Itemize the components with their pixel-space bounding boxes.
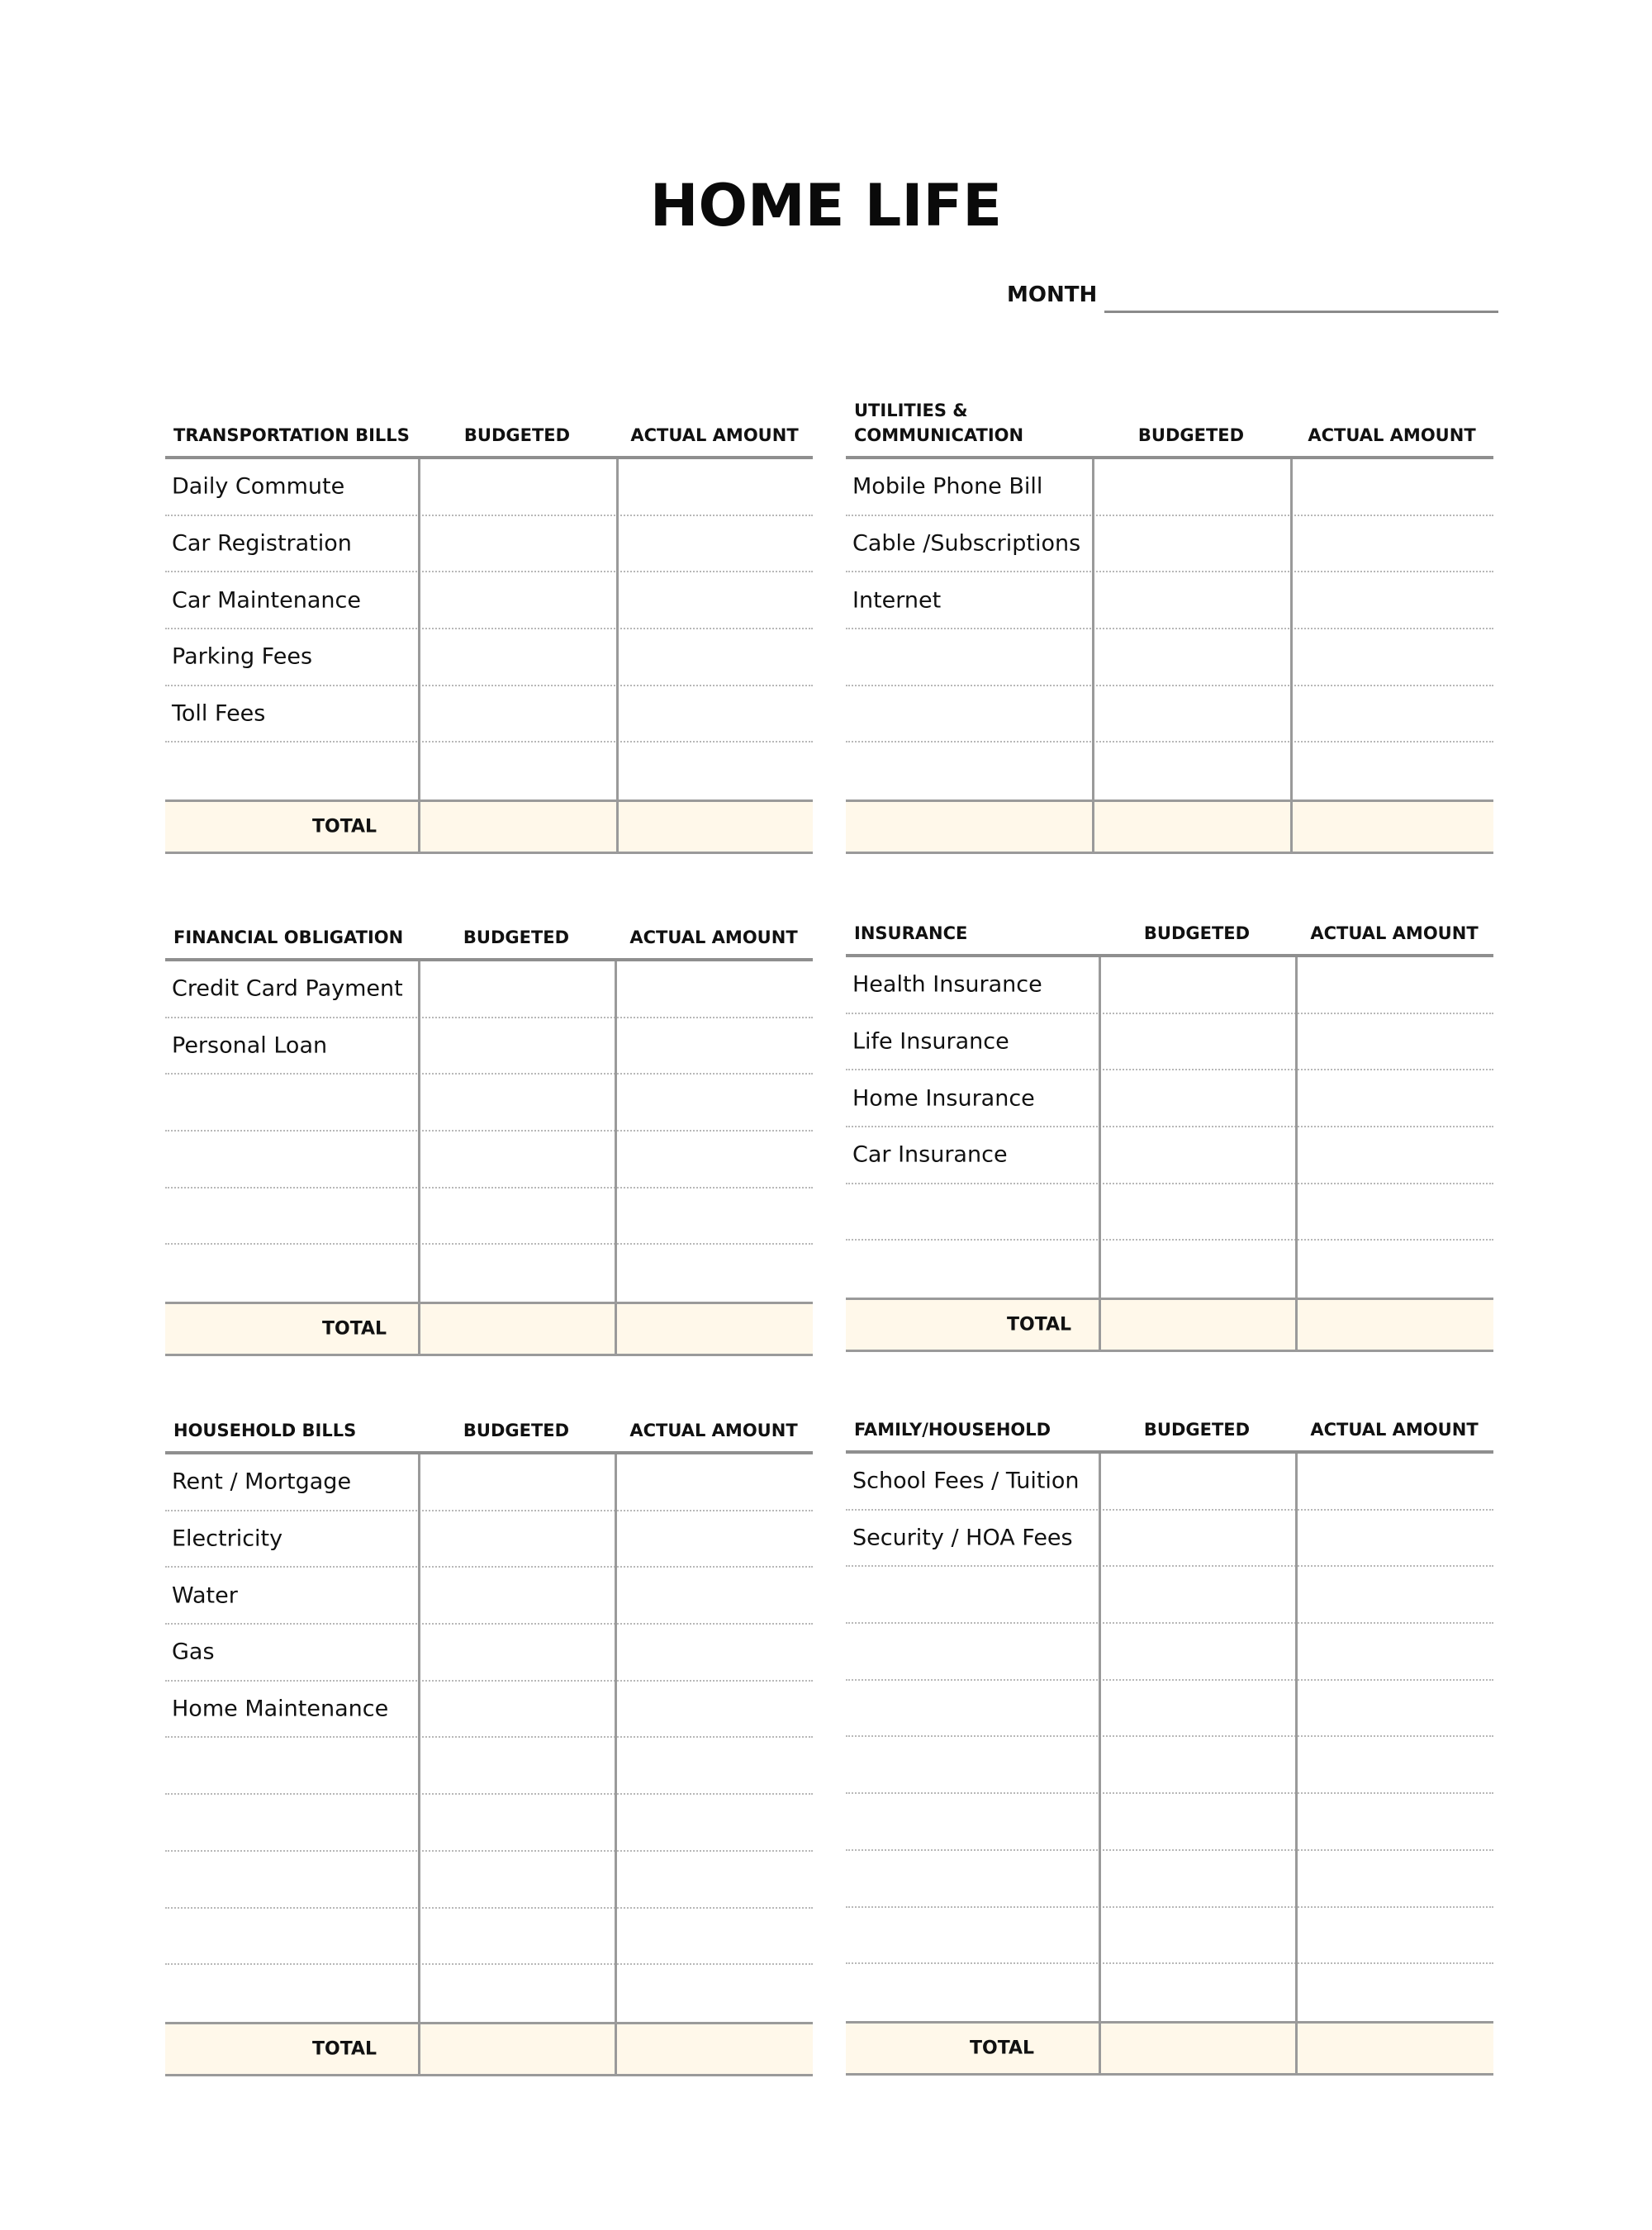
column-divider-budgeted (1099, 957, 1101, 1352)
actual-amount-cell[interactable] (615, 1739, 813, 1794)
table-row[interactable] (846, 1567, 1493, 1624)
actual-amount-cell[interactable] (1295, 1070, 1493, 1126)
budgeted-cell[interactable] (418, 572, 616, 628)
actual-amount-cell[interactable] (616, 686, 813, 742)
budgeted-cell[interactable] (418, 1568, 615, 1623)
budgeted-cell[interactable] (418, 1132, 615, 1187)
table-row[interactable] (846, 1014, 1493, 1071)
row-label-car-maintenance: Car Maintenance (172, 587, 361, 614)
budgeted-cell[interactable] (1092, 572, 1290, 628)
table-row[interactable] (846, 1070, 1493, 1127)
column-divider-actual (616, 459, 619, 854)
table-row[interactable] (846, 1738, 1493, 1795)
table-row[interactable] (165, 1245, 813, 1302)
actual-amount-cell[interactable] (1295, 1851, 1493, 1906)
table-row[interactable] (846, 1241, 1493, 1298)
total-budgeted-cell[interactable] (418, 1304, 615, 1354)
total-label: TOTAL (312, 816, 377, 837)
budgeted-cell[interactable] (418, 1852, 615, 1907)
table-row[interactable] (165, 1189, 813, 1245)
total-budgeted-cell[interactable] (418, 2024, 615, 2074)
table-row[interactable] (165, 1739, 813, 1796)
budgeted-cell[interactable] (418, 1018, 615, 1074)
actual-amount-cell[interactable] (1295, 1014, 1493, 1070)
budgeted-cell[interactable] (418, 1189, 615, 1244)
actual-amount-cell[interactable] (1295, 1964, 1493, 2021)
table-header-category: FAMILY/HOUSEHOLD (854, 1420, 1051, 1440)
budgeted-cell[interactable] (418, 1625, 615, 1680)
table-header-budgeted: BUDGETED (1143, 923, 1251, 943)
row-label-rent-mortgage: Rent / Mortgage (172, 1468, 352, 1495)
table-row[interactable] (165, 1625, 813, 1682)
budgeted-cell[interactable] (1099, 1964, 1295, 2021)
actual-amount-cell[interactable] (616, 629, 813, 685)
total-actual-amount-cell[interactable] (616, 802, 813, 852)
table-row[interactable] (165, 1132, 813, 1189)
table-row[interactable] (165, 572, 813, 629)
table-row[interactable] (846, 572, 1493, 629)
actual-amount-cell[interactable] (615, 1132, 813, 1187)
budgeted-cell[interactable] (418, 686, 616, 742)
column-divider-actual (1290, 459, 1293, 854)
total-actual-amount-cell[interactable] (1295, 1300, 1493, 1350)
actual-amount-cell[interactable] (615, 1852, 813, 1907)
actual-amount-cell[interactable] (1290, 743, 1493, 800)
column-divider-actual (1295, 1454, 1298, 2076)
actual-amount-cell[interactable] (615, 1682, 813, 1737)
row-label-personal-loan: Personal Loan (172, 1032, 328, 1059)
budget-table-insurance (846, 909, 1493, 1349)
table-row[interactable] (846, 629, 1493, 686)
total-label: TOTAL (322, 1318, 387, 1340)
table-row[interactable] (165, 516, 813, 573)
budgeted-cell[interactable] (1099, 1794, 1295, 1849)
row-label-home-maintenance: Home Maintenance (172, 1696, 389, 1722)
page-title: HOME LIFE (649, 172, 1003, 240)
budgeted-cell[interactable] (1092, 686, 1290, 742)
actual-amount-cell[interactable] (1295, 1624, 1493, 1679)
budgeted-cell[interactable] (1099, 1851, 1295, 1906)
budgeted-cell[interactable] (1099, 1184, 1295, 1240)
actual-amount-cell[interactable] (1295, 1184, 1493, 1240)
table-row[interactable] (846, 1127, 1493, 1184)
budgeted-cell[interactable] (1099, 1241, 1295, 1298)
actual-amount-cell[interactable] (1295, 1738, 1493, 1793)
total-actual-amount-cell[interactable] (615, 1304, 813, 1354)
actual-amount-cell[interactable] (616, 572, 813, 628)
table-header-actual-amount: ACTUAL AMOUNT (1308, 425, 1476, 445)
table-row[interactable] (165, 961, 813, 1018)
budgeted-cell[interactable] (418, 1245, 615, 1302)
table-row[interactable] (165, 686, 813, 743)
total-actual-amount-cell[interactable] (1290, 802, 1493, 852)
total-row (165, 799, 813, 854)
total-label: TOTAL (970, 2038, 1035, 2059)
budgeted-cell[interactable] (1099, 1127, 1295, 1183)
table-row[interactable] (846, 1511, 1493, 1568)
table-row[interactable] (846, 516, 1493, 573)
column-divider-budgeted (1092, 459, 1094, 854)
budgeted-cell[interactable] (418, 1075, 615, 1130)
actual-amount-cell[interactable] (615, 1018, 813, 1074)
row-label-daily-commute: Daily Commute (172, 473, 345, 500)
budgeted-cell[interactable] (1099, 1454, 1295, 1509)
budgeted-cell[interactable] (418, 961, 615, 1017)
actual-amount-cell[interactable] (615, 1189, 813, 1244)
row-label-cable-subscriptions: Cable /Subscriptions (852, 530, 1081, 557)
budgeted-cell[interactable] (418, 459, 616, 515)
actual-amount-cell[interactable] (1295, 1241, 1493, 1298)
budgeted-cell[interactable] (1099, 1511, 1295, 1566)
table-row[interactable] (165, 1682, 813, 1739)
total-row (165, 2022, 813, 2076)
row-label-home-insurance: Home Insurance (852, 1085, 1035, 1112)
row-label-school-fees-tuition: School Fees / Tuition (852, 1468, 1080, 1494)
row-label-water: Water (172, 1582, 238, 1609)
row-label-internet: Internet (852, 587, 942, 614)
total-row (165, 1302, 813, 1356)
column-divider-budgeted (418, 1454, 420, 2076)
actual-amount-cell[interactable] (616, 743, 813, 800)
table-row[interactable] (846, 1624, 1493, 1681)
row-label-security-hoa-fees: Security / HOA Fees (852, 1525, 1073, 1551)
actual-amount-cell[interactable] (1290, 686, 1493, 742)
actual-amount-cell[interactable] (1295, 1511, 1493, 1566)
total-actual-amount-cell[interactable] (1295, 2024, 1493, 2073)
table-row[interactable] (165, 1568, 813, 1625)
table-header-category: INSURANCE (854, 923, 968, 943)
column-divider-budgeted (418, 459, 420, 854)
actual-amount-cell[interactable] (1295, 957, 1493, 1013)
budgeted-cell[interactable] (1099, 1908, 1295, 1963)
actual-amount-cell[interactable] (615, 1909, 813, 1964)
table-row[interactable] (165, 1511, 813, 1568)
actual-amount-cell[interactable] (615, 1568, 813, 1623)
table-header-budgeted: BUDGETED (463, 1421, 570, 1440)
budget-table-family-household (846, 1406, 1493, 2072)
month-label: MONTH (1007, 282, 1098, 307)
row-label-credit-card-payment: Credit Card Payment (172, 975, 403, 1002)
month-input-line[interactable] (1104, 311, 1498, 313)
table-header-actual-amount: ACTUAL AMOUNT (1310, 923, 1479, 943)
total-budgeted-cell[interactable] (1099, 1300, 1295, 1350)
table-header-budgeted: BUDGETED (463, 928, 570, 947)
budgeted-cell[interactable] (1099, 1681, 1295, 1736)
total-row (846, 2021, 1493, 2076)
total-row (846, 1298, 1493, 1352)
month-field[interactable] (1007, 278, 1498, 319)
row-label-car-insurance: Car Insurance (852, 1141, 1008, 1168)
actual-amount-cell[interactable] (615, 1965, 813, 2022)
actual-amount-cell[interactable] (1295, 1908, 1493, 1963)
table-row[interactable] (846, 1908, 1493, 1965)
table-row[interactable] (846, 1184, 1493, 1241)
table-row[interactable] (165, 459, 813, 516)
table-row[interactable] (846, 957, 1493, 1014)
table-header-actual-amount: ACTUAL AMOUNT (629, 928, 798, 947)
table-header-category: TRANSPORTATION BILLS (173, 425, 410, 445)
actual-amount-cell[interactable] (615, 1245, 813, 1302)
actual-amount-cell[interactable] (615, 961, 813, 1017)
table-header-budgeted: BUDGETED (463, 425, 571, 445)
table-row[interactable] (165, 1075, 813, 1132)
table-row[interactable] (846, 1454, 1493, 1511)
budgeted-cell[interactable] (418, 1909, 615, 1964)
budgeted-cell[interactable] (1099, 1014, 1295, 1070)
row-label-toll-fees: Toll Fees (172, 700, 266, 727)
total-actual-amount-cell[interactable] (615, 2024, 813, 2074)
budget-table-transportation-bills (165, 396, 813, 851)
budgeted-cell[interactable] (418, 1511, 615, 1567)
table-header-actual-amount: ACTUAL AMOUNT (1310, 1420, 1479, 1440)
budgeted-cell[interactable] (1099, 957, 1295, 1013)
table-row[interactable] (165, 1965, 813, 2022)
column-divider-budgeted (418, 961, 420, 1356)
row-label-parking-fees: Parking Fees (172, 643, 313, 670)
budgeted-cell[interactable] (418, 1965, 615, 2022)
budgeted-cell[interactable] (418, 743, 616, 800)
actual-amount-cell[interactable] (1295, 1567, 1493, 1622)
column-divider-actual (1295, 957, 1298, 1352)
actual-amount-cell[interactable] (1295, 1127, 1493, 1183)
table-header-category: FINANCIAL OBLIGATION (173, 928, 404, 947)
budgeted-cell[interactable] (418, 629, 616, 685)
budgeted-cell[interactable] (1099, 1738, 1295, 1793)
budgeted-cell[interactable] (418, 1739, 615, 1794)
table-row[interactable] (165, 1852, 813, 1909)
actual-amount-cell[interactable] (616, 459, 813, 515)
budgeted-cell[interactable] (418, 1682, 615, 1737)
column-divider-actual (615, 1454, 617, 2076)
actual-amount-cell[interactable] (615, 1795, 813, 1850)
budgeted-cell[interactable] (418, 1454, 615, 1510)
budgeted-cell[interactable] (418, 516, 616, 572)
actual-amount-cell[interactable] (1290, 516, 1493, 572)
total-budgeted-cell[interactable] (1099, 2024, 1295, 2073)
row-label-health-insurance: Health Insurance (852, 971, 1042, 998)
table-header-actual-amount: ACTUAL AMOUNT (630, 425, 799, 445)
table-header-category: UTILITIES & COMMUNICATION (854, 401, 1024, 445)
total-label: TOTAL (1007, 1314, 1072, 1336)
table-row[interactable] (846, 1964, 1493, 2021)
budgeted-cell[interactable] (1092, 743, 1290, 800)
total-row (846, 799, 1493, 854)
table-row[interactable] (165, 629, 813, 686)
actual-amount-cell[interactable] (615, 1625, 813, 1680)
budgeted-cell[interactable] (1099, 1070, 1295, 1126)
row-label-life-insurance: Life Insurance (852, 1028, 1009, 1055)
actual-amount-cell[interactable] (1295, 1454, 1493, 1509)
table-header-budgeted: BUDGETED (1137, 425, 1245, 445)
budgeted-cell[interactable] (1092, 459, 1290, 515)
row-label-mobile-phone-bill: Mobile Phone Bill (852, 473, 1043, 500)
table-row[interactable] (846, 1794, 1493, 1851)
table-header-budgeted: BUDGETED (1143, 1420, 1251, 1440)
budget-table-financial-obligation (165, 909, 813, 1353)
column-divider-actual (615, 961, 617, 1356)
actual-amount-cell[interactable] (615, 1075, 813, 1130)
budgeted-cell[interactable] (1099, 1567, 1295, 1622)
table-row[interactable] (846, 686, 1493, 743)
actual-amount-cell[interactable] (1290, 629, 1493, 685)
table-header-actual-amount: ACTUAL AMOUNT (629, 1421, 798, 1440)
row-label-car-registration: Car Registration (172, 530, 352, 557)
table-row[interactable] (165, 1018, 813, 1075)
total-label: TOTAL (312, 2038, 377, 2060)
actual-amount-cell[interactable] (1295, 1794, 1493, 1849)
table-row[interactable] (165, 1909, 813, 1966)
budget-table-household-bills (165, 1406, 813, 2073)
table-row[interactable] (165, 1454, 813, 1511)
table-row[interactable] (846, 459, 1493, 516)
column-divider-budgeted (1099, 1454, 1101, 2076)
table-header-category: HOUSEHOLD BILLS (173, 1421, 357, 1440)
table-row[interactable] (846, 1851, 1493, 1908)
budgeted-cell[interactable] (418, 1795, 615, 1850)
table-row[interactable] (846, 1681, 1493, 1738)
actual-amount-cell[interactable] (615, 1454, 813, 1510)
row-label-electricity: Electricity (172, 1525, 283, 1552)
actual-amount-cell[interactable] (1295, 1681, 1493, 1736)
budget-table-utilities-communication (846, 396, 1493, 851)
actual-amount-cell[interactable] (1290, 459, 1493, 515)
actual-amount-cell[interactable] (615, 1511, 813, 1567)
actual-amount-cell[interactable] (1290, 572, 1493, 628)
table-row[interactable] (165, 1795, 813, 1852)
table-row[interactable] (165, 743, 813, 800)
total-budgeted-cell[interactable] (418, 802, 616, 852)
total-budgeted-cell[interactable] (1092, 802, 1290, 852)
actual-amount-cell[interactable] (616, 516, 813, 572)
budgeted-cell[interactable] (1092, 629, 1290, 685)
budgeted-cell[interactable] (1092, 516, 1290, 572)
row-label-gas: Gas (172, 1639, 215, 1665)
table-row[interactable] (846, 743, 1493, 800)
budgeted-cell[interactable] (1099, 1624, 1295, 1679)
